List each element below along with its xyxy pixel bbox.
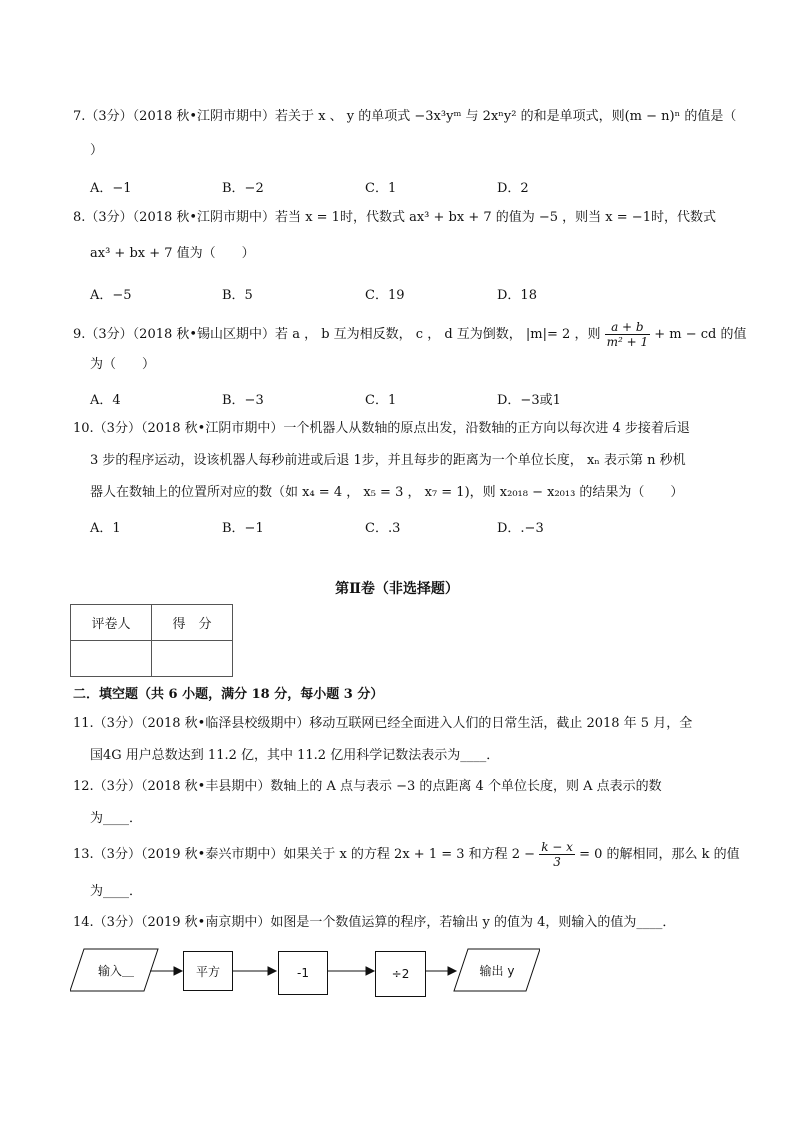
flowchart-output-label: 输出 y bbox=[479, 963, 515, 978]
q9-stem-pre: 9.（3分）（2018 秋•锡山区期中）若 a ， b 互为相反数， c ， d 互为倒数， |m|= 2 ，则 bbox=[73, 327, 601, 342]
q9-fraction-denominator: m² + 1 bbox=[606, 335, 649, 349]
q13-fraction-denominator: 3 bbox=[553, 855, 561, 869]
q10-option-a: A．1 bbox=[90, 521, 121, 536]
part2-title: 第Ⅱ卷（非选择题） bbox=[335, 581, 459, 597]
q7-option-a: A．−1 bbox=[90, 181, 132, 196]
flowchart-step-square: 平方 bbox=[183, 951, 233, 991]
q8-option-a: A．−5 bbox=[90, 288, 132, 303]
section2-title: 二．填空题（共 6 小题，满分 18 分，每小题 3 分） bbox=[73, 687, 384, 702]
flow-arrowhead-4 bbox=[448, 967, 456, 975]
q9-stem-line1 bbox=[73, 318, 747, 352]
q9-option-a: A．4 bbox=[90, 393, 121, 408]
q13-stem-line1 bbox=[73, 838, 740, 872]
score-table-score-cell bbox=[152, 641, 233, 677]
q10-stem-line1: 10.（3分）（2018 秋•江阴市期中）一个机器人从数轴的原点出发，沿数轴的正方向以每次进 4 步接着后退 bbox=[73, 421, 690, 436]
q12-stem-line1: 12.（3分）（2018 秋•丰县期中）数轴上的 A 点与表示 −3 的点距离 4 个单位长度，则 A 点表示的数 bbox=[73, 779, 662, 794]
flow-arrowhead-1 bbox=[174, 967, 182, 975]
flowchart-step-minus-one: -1 bbox=[278, 951, 328, 995]
q8-stem-line2: ax³ + bx + 7 值为（ ） bbox=[90, 246, 255, 261]
q12-stem-line2: 为____． bbox=[90, 811, 143, 826]
q13-stem-post: = 0 的解相同，那么 k 的值 bbox=[579, 847, 740, 862]
q9-stem-post: + m − cd 的值 bbox=[654, 327, 747, 342]
q9-fraction-numerator: a + b bbox=[605, 320, 651, 335]
q10-option-d: D．.−3 bbox=[497, 521, 544, 536]
q7-option-b: B．−2 bbox=[222, 181, 264, 196]
program-flowchart bbox=[70, 945, 540, 1000]
q7-option-c: C．1 bbox=[365, 181, 397, 196]
q7-stem-line1: 7.（3分）（2018 秋•江阴市期中）若关于 x 、 y 的单项式 −3x³yᵐ 与 2xⁿy² 的和是单项式，则(m − n)ⁿ 的值是（ bbox=[73, 109, 737, 124]
q7-stem-line2: ） bbox=[90, 143, 104, 158]
q13-stem-line2: 为____． bbox=[90, 884, 143, 899]
q10-stem-line3: 器人在数轴上的位置所对应的数（如 x₄ = 4 ， x₅ = 3 ， x₇ = 1)，则 x₂₀₁₈ − x₂₀₁₃ 的结果为（ ） bbox=[90, 485, 684, 500]
flow-arrowhead-3 bbox=[366, 967, 374, 975]
q9-option-c: C．1 bbox=[365, 393, 397, 408]
q9-fraction bbox=[605, 320, 651, 349]
q7-option-d: D．2 bbox=[497, 181, 529, 196]
flowchart-input-label: 输入＿ bbox=[97, 963, 134, 978]
q9-option-d: D．−3或1 bbox=[497, 393, 561, 408]
score-table-score-header: 得 分 bbox=[152, 605, 233, 641]
q13-fraction-numerator: k − x bbox=[541, 840, 573, 854]
score-table bbox=[70, 604, 233, 677]
q11-stem-line1: 11.（3分）（2018 秋•临泽县校级期中）移动互联网已经全面进入人们的日常生活，截止 2018 年 5 月，全 bbox=[73, 716, 693, 731]
q8-option-c: C．19 bbox=[365, 288, 405, 303]
q11-stem-line2: 国4G 用户总数达到 11.2 亿，其中 11.2 亿用科学记数法表示为____． bbox=[90, 748, 500, 763]
q10-option-c: C．.3 bbox=[365, 521, 401, 536]
q10-stem-line2: 3 步的程序运动，设该机器人每秒前进或后退 1步，并且每步的距离为一个单位长度， xₙ 表示第 n 秒机 bbox=[90, 453, 686, 468]
q14-stem-line1: 14.（3分）（2019 秋•南京期中）如图是一个数值运算的程序，若输出 y 的值为 4，则输入的值为____． bbox=[73, 915, 676, 930]
q9-option-b: B．−3 bbox=[222, 393, 264, 408]
score-table-grader-cell bbox=[71, 641, 152, 677]
q8-option-d: D．18 bbox=[497, 288, 537, 303]
q13-fraction bbox=[539, 840, 575, 869]
q13-stem-pre: 13.（3分）（2019 秋•泰兴市期中）如果关于 x 的方程 2x + 1 = 3 和方程 2 − bbox=[73, 847, 536, 862]
q8-option-b: B．5 bbox=[222, 288, 253, 303]
flowchart-step-divide-two: ÷2 bbox=[375, 951, 426, 997]
q9-stem-line2: 为（ ） bbox=[90, 357, 156, 372]
flow-arrowhead-2 bbox=[268, 967, 276, 975]
score-table-grader-header: 评卷人 bbox=[71, 605, 152, 641]
q8-stem-line1: 8.（3分）（2018 秋•江阴市期中）若当 x = 1时，代数式 ax³ + bx + 7 的值为 −5 ，则当 x = −1时，代数式 bbox=[73, 210, 716, 225]
q10-option-b: B．−1 bbox=[222, 521, 264, 536]
